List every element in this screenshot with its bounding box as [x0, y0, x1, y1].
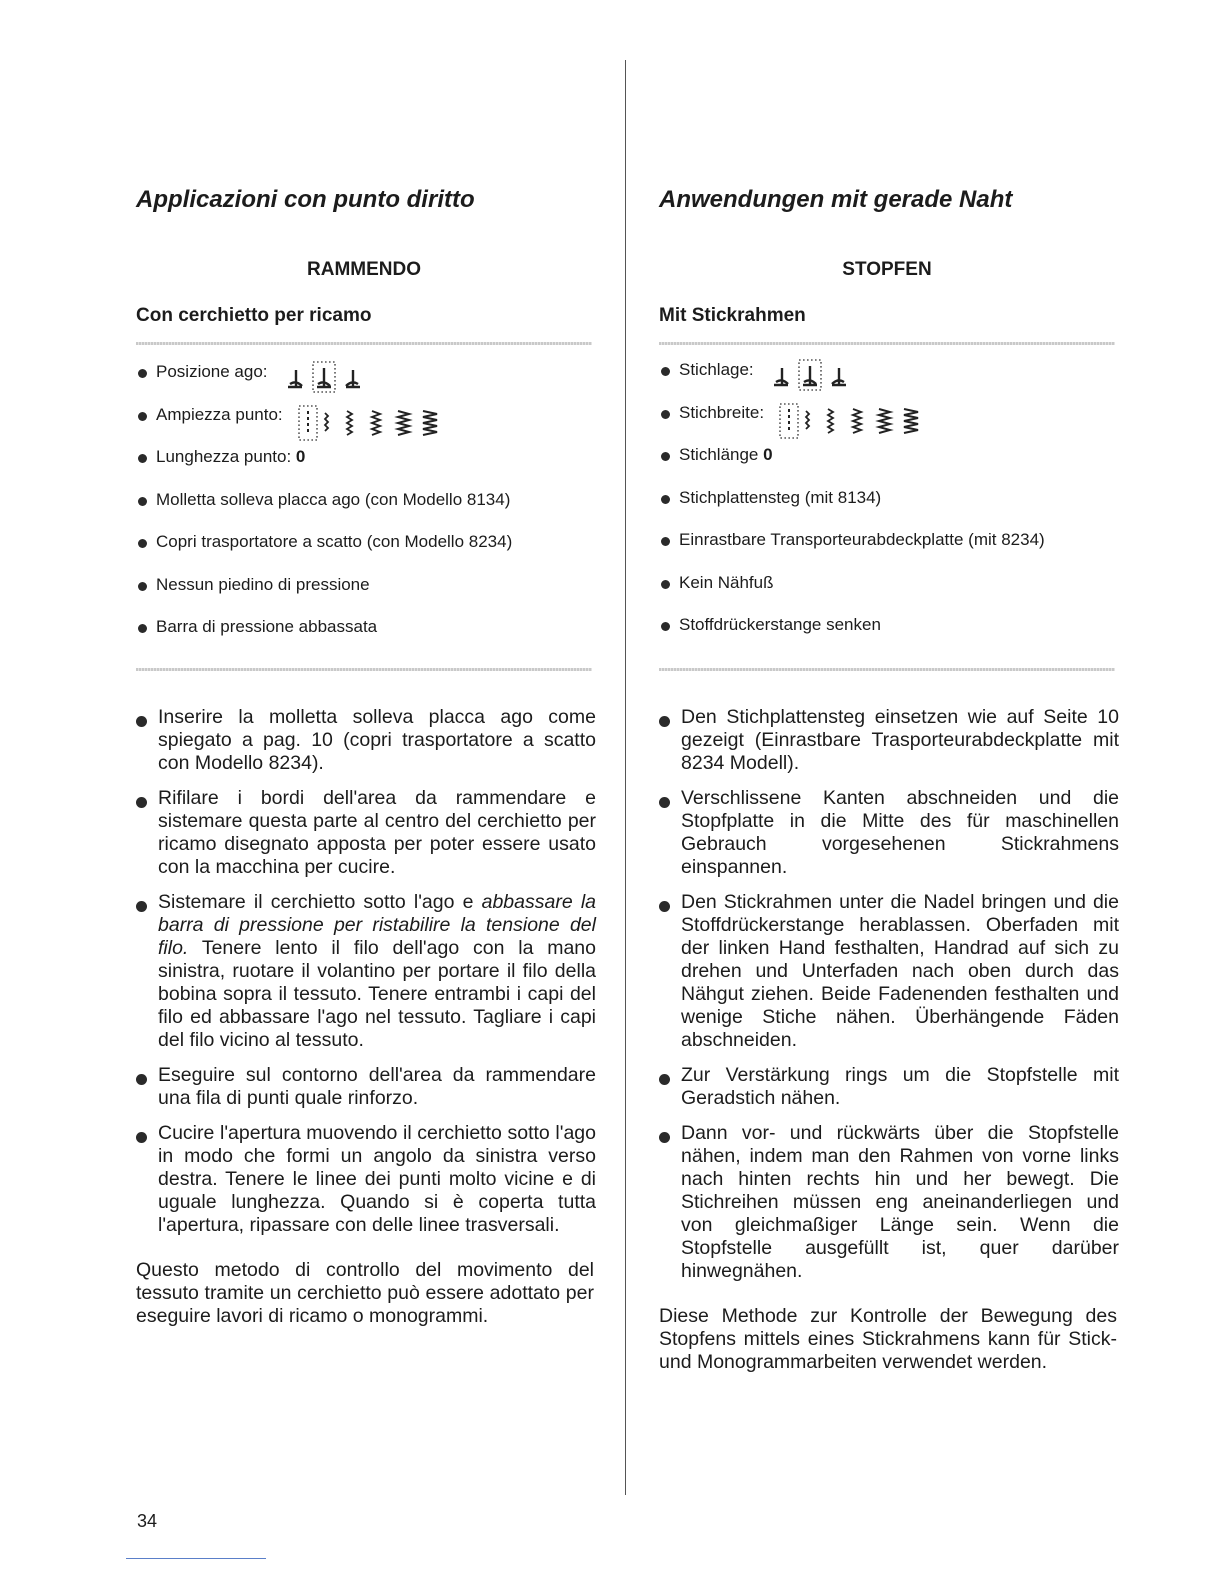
bullet-icon	[661, 495, 670, 504]
instruction-item	[659, 787, 1119, 879]
instruction-item	[659, 1122, 1119, 1283]
needle-position-icon	[282, 360, 382, 394]
instruction-item	[136, 787, 596, 879]
setting-label: Stichlage:	[679, 360, 754, 379]
setting-presser-foot	[659, 571, 1119, 614]
german-instructions	[659, 706, 1119, 1374]
bullet-icon	[138, 624, 147, 633]
setting-label: Stichlänge	[679, 445, 764, 464]
bullet-icon	[136, 1132, 147, 1143]
bullet-icon	[138, 454, 147, 463]
setting-presser-bar	[659, 613, 1119, 656]
instruction-item	[659, 706, 1119, 775]
setting-stitch-length	[136, 445, 596, 488]
instruction-text: Sistemare il cerchietto sotto l'ago e	[158, 891, 482, 913]
bullet-icon	[661, 367, 670, 376]
italian-instructions	[136, 706, 596, 1328]
instruction-emphasis: abbassare la barra di pressione per ristabilire la tensione del filo.	[158, 891, 597, 959]
instruction-text: Den Stickrahmen unter die Nadel bringen und die Stoffdrückerstange herablassen. Oberfaden mit der linken Hand festhalten, Handrad auf sich zu drehen und Unterfaden nach oben durch das Nähgut ziehen. Beide Fadenenden festhalten und wenige Stiche nähen. Überhängende Fäden abschneiden.	[681, 891, 1119, 1051]
setting-stitch-length	[659, 443, 1119, 486]
bullet-icon	[659, 901, 670, 912]
setting-presser-foot	[136, 573, 596, 616]
setting-label: Posizione ago:	[156, 362, 268, 381]
setting-label: Copri trasportatore a scatto (con Modello 8234)	[156, 532, 513, 551]
setting-label: Nessun piedino di pressione	[156, 574, 370, 594]
german-settings-list	[659, 358, 1119, 656]
setting-value: 0	[763, 445, 773, 464]
german-subsection-heading: Mit Stickrahmen	[659, 305, 806, 326]
bullet-icon	[659, 797, 670, 808]
setting-plate-clip	[659, 486, 1119, 529]
instruction-text: Zur Verstärkung rings um die Stopfstelle mit Geradstich nähen.	[681, 1064, 1119, 1109]
bullet-icon	[659, 716, 670, 727]
bullet-icon	[136, 797, 147, 808]
setting-feed-cover	[136, 530, 596, 573]
instruction-item	[136, 706, 596, 775]
italian-subsection-heading: Con cerchietto per ricamo	[136, 305, 372, 326]
bullet-icon	[661, 580, 670, 589]
setting-label: Kein Nähfuß	[679, 572, 774, 592]
instruction-text: Rifilare i bordi dell'area da rammendare e sistemare questa parte al centro del cerchietto per ricamo disegnato apposta per poter essere usato con la macchina per cucire.	[158, 787, 596, 878]
bullet-icon	[136, 1074, 147, 1085]
instruction-text: Den Stichplattensteg einsetzen wie auf Seite 10 gezeigt (Einrastbare Trasporteurabdeckplatte mit 8234 Modell).	[681, 706, 1119, 774]
column-divider	[625, 60, 626, 1495]
setting-value: 0	[295, 447, 306, 466]
setting-presser-bar	[136, 615, 596, 658]
setting-label: Stichplattensteg (mit 8134)	[679, 487, 882, 507]
needle-position-icon	[768, 358, 868, 392]
bullet-icon	[138, 539, 147, 548]
bullet-icon	[136, 716, 147, 727]
setting-label: Lunghezza punto:	[156, 447, 296, 466]
settings-top-rule	[659, 342, 1115, 345]
settings-bottom-rule	[659, 668, 1115, 671]
german-section-heading: STOPFEN	[842, 259, 932, 280]
instruction-item	[136, 891, 596, 1052]
instruction-item	[659, 891, 1119, 1052]
german-title: Anwendungen mit gerade Naht	[659, 186, 1013, 213]
bullet-icon	[138, 582, 147, 591]
setting-label: Stoffdrückerstange senken	[679, 615, 881, 634]
instruction-text: Eseguire sul contorno dell'area da rammendare una fila di punti quale rinforzo.	[158, 1064, 596, 1109]
bullet-icon	[661, 410, 670, 419]
instruction-text: Verschlissene Kanten abschneiden und die Stopfplatte in die Mitte des für maschinellen Gebrauch vorgesehenen Stickrahmens einspannen.	[681, 787, 1119, 878]
german-closing-paragraph: Diese Methode zur Kontrolle der Bewegung des Stopfens mittels eines Stickrahmens kann für Stick- und Monogrammarbeiten verwendet werden.	[659, 1305, 1117, 1373]
bullet-icon	[661, 622, 670, 631]
instruction-item	[136, 1122, 596, 1237]
settings-top-rule	[136, 342, 592, 345]
setting-needle-position	[659, 358, 1119, 401]
footer-rule	[126, 1558, 266, 1559]
instruction-item	[136, 1064, 596, 1110]
setting-label: Molletta solleva placca ago (con Modello 8134)	[156, 489, 511, 509]
bullet-icon	[138, 497, 147, 506]
italian-title: Applicazioni con punto diritto	[136, 186, 475, 213]
italian-section-heading: RAMMENDO	[307, 259, 421, 280]
setting-feed-cover	[659, 528, 1119, 571]
bullet-icon	[661, 452, 670, 461]
bullet-icon	[659, 1132, 670, 1143]
setting-label: Barra di pressione abbassata	[156, 617, 378, 636]
bullet-icon	[136, 901, 147, 912]
page-number: 34	[137, 1511, 158, 1531]
instruction-item	[659, 1064, 1119, 1110]
bullet-icon	[661, 537, 670, 546]
stitch-width-icon	[778, 401, 924, 441]
bullet-icon	[138, 412, 147, 421]
setting-stitch-width	[136, 403, 596, 446]
bullet-icon	[138, 369, 147, 378]
instruction-text: Tenere lento il filo dell'ago con la mano sinistra, ruotare il volantino per portare il filo della bobina sopra il tessuto. Tenere entrambi i capi del filo ed abbassare l'ago nel tessuto. Tagliare i capi del filo vicino al tessuto.	[158, 937, 596, 1051]
italian-closing-paragraph: Questo metodo di controllo del movimento del tessuto tramite un cerchietto può essere adottato per eseguire lavori di ricamo o monogrammi.	[136, 1259, 594, 1327]
setting-needle-position	[136, 360, 596, 403]
instruction-text: Inserire la molletta solleva placca ago come spiegato a pag. 10 (copri trasportatore a scatto con Modello 8234).	[158, 706, 596, 774]
setting-plate-clip	[136, 488, 596, 531]
setting-stitch-width	[659, 401, 1119, 444]
setting-label: Ampiezza punto:	[156, 404, 283, 424]
instruction-text: Cucire l'apertura muovendo il cerchietto sotto l'ago in modo che formi un angolo da sinistra verso destra. Tenere le linee dei punti molto vicine e di uguale lunghezza. Quando si è coperta tutta l'apertura, ripassare con delle linee trasversali.	[158, 1122, 596, 1236]
instruction-text: Dann vor- und rückwärts über die Stopfstelle nähen, indem man den Rahmen von vorne links nach hinten rechts hin und her bewegt. Die Stichreihen müssen eng aneinanderliegen und von gleichmaßiger Länge sein. Wenn die Stopfstelle ausgefüllt ist, quer darüber hinwegnähen.	[681, 1122, 1119, 1282]
stitch-width-icon	[297, 403, 443, 443]
italian-settings-list	[136, 360, 596, 658]
bullet-icon	[659, 1074, 670, 1085]
setting-label: Einrastbare Transporteurabdeckplatte (mit 8234)	[679, 530, 1045, 549]
settings-bottom-rule	[136, 668, 592, 671]
setting-label: Stichbreite:	[679, 402, 765, 422]
